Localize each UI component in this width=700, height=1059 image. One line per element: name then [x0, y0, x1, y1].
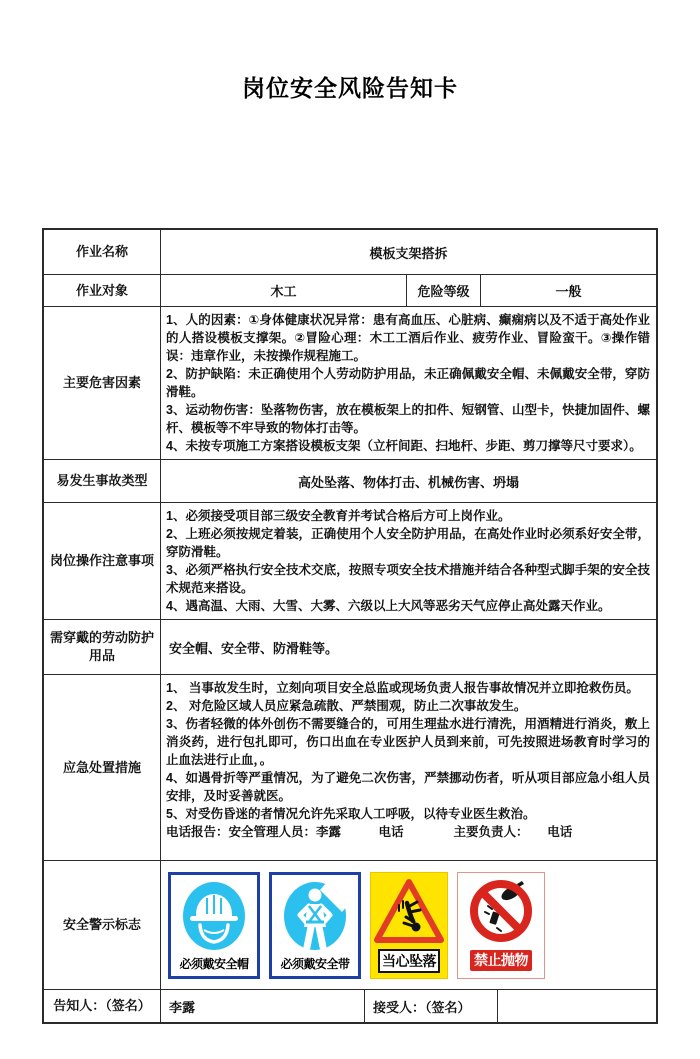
precautions-line: 4、遇高温、大雨、大雪、大雾、六级以上大风等恶劣天气应停止高处露天作业。	[166, 599, 611, 613]
emergency-line: 2、 对危险区域人员应紧急疏散、严禁围观，防止二次事故发生。	[166, 699, 527, 713]
sign-caption: 当心坠落	[378, 949, 440, 973]
page-title: 岗位安全风险告知卡	[242, 75, 458, 101]
emergency-phone-report-line: 电话报告：安全管理人员：李露 电话 主要负责人： 电话	[166, 825, 573, 839]
risk-notification-card	[42, 228, 658, 1024]
emergency-label: 应急处置措施	[62, 759, 141, 775]
risk-level-value: 一般	[480, 275, 656, 306]
ppe-label: 需穿戴的劳动防护用品	[49, 630, 154, 663]
job-object-value: 木工	[160, 275, 406, 306]
precautions-line: 2、上班必须按规定着装，正确使用个人安全防护用品，在高处作业时必须系好安全带，穿防滑鞋。	[166, 527, 650, 559]
hazards-content	[160, 307, 656, 459]
ppe-value: 安全帽、安全带、防滑鞋等。	[160, 620, 656, 674]
receiver-signature	[497, 990, 656, 1022]
emergency-line: 3、伤者轻微的体外创伤不需要缝合的，可用生理盐水进行清洗，用酒精进行消炎，敷上消炎药，进行包扎即可，伤口出血在专业医护人员到来前，可先按照进场教育时学习的止血法进行止血，。	[166, 717, 650, 767]
row-ppe	[44, 619, 656, 674]
precautions-label: 岗位操作注意事项	[49, 553, 154, 568]
helmet-icon	[174, 878, 254, 954]
job-name-label: 作业名称	[75, 244, 128, 259]
informer-label: 告知人：（签名）	[53, 998, 151, 1013]
job-name-value: 模板支架搭拆	[160, 230, 656, 274]
hazards-line: 4、未按专项施工方案搭设模板支架（立杆间距、扫地杆、步距、剪刀撑等尺寸要求）。	[166, 439, 642, 453]
safety-harness-icon	[275, 878, 355, 954]
accident-types-value: 高处坠落、物体打击、机械伤害、坍塌	[160, 460, 656, 502]
row-accident-types	[44, 459, 656, 502]
sign-caption: 必须戴安全帽	[179, 956, 249, 971]
sign-caption: 必须戴安全带	[280, 956, 350, 971]
sign-no-throwing	[457, 872, 545, 979]
hazards-line: 3、运动物伤害：坠落物伤害，放在模板架上的扣件、短钢管、山型卡，快捷加固件、螺杆、模板等不牢导致的物体打击等。	[166, 403, 650, 435]
precautions-line: 1、必须接受项目部三级安全教育并考试合格后方可上岗作业。	[166, 509, 511, 523]
risk-level-label: 危险等级	[406, 275, 480, 306]
emergency-line: 1、 当事故发生时，立刻向项目安全总监或现场负责人报告事故情况并立即抢救伤员。	[166, 681, 639, 695]
row-hazards	[44, 306, 656, 459]
hazards-line: 1、人的因素：①身体健康状况异常：患有高血压、心脏病、癫痫病以及不适于高处作业的人搭设模板支撑架。②冒险心理：木工工酒后作业、疲劳作业、冒险蛮干。③操作错误：违章作业，未按操作规程施工。	[166, 313, 650, 363]
precautions-line: 3、必须严格执行安全技术交底，按照专项安全技术措施并结合各种型式脚手架的安全技术规范来搭设。	[166, 563, 650, 595]
sign-beware-falling	[370, 872, 448, 979]
receiver-label: 接受人：（签名）	[364, 990, 497, 1022]
row-warning-signs	[44, 860, 656, 989]
emergency-line: 5、对受伤昏迷的者情况允许先采取人工呼吸，以待专业医生救治。	[166, 807, 536, 821]
emergency-line: 4、如遇骨折等严重情况，为了避免二次伤害，严禁挪动伤者，听从项目部应急小组人员安排，及时妥善就医。	[166, 771, 650, 803]
row-job-name	[44, 230, 656, 274]
falling-person-icon	[373, 877, 445, 947]
accident-types-label: 易发生事故类型	[56, 473, 148, 488]
row-emergency	[44, 674, 656, 860]
hazards-label: 主要危害因素	[62, 375, 141, 390]
sign-wear-helmet	[168, 872, 260, 979]
informer-signature: 李露	[160, 990, 364, 1022]
no-throwing-icon	[463, 876, 539, 948]
row-precautions	[44, 502, 656, 619]
emergency-content	[160, 675, 656, 860]
warning-signs-label: 安全警示标志	[62, 917, 141, 932]
row-signatures	[44, 989, 656, 1022]
job-object-label: 作业对象	[75, 282, 128, 298]
hazards-line: 2、防护缺陷：未正确使用个人劳动防护用品，未正确佩戴安全帽、未佩戴安全带，穿防滑鞋。	[166, 367, 650, 399]
warning-signs-content	[160, 861, 656, 989]
precautions-content	[160, 503, 656, 619]
row-job-object	[44, 274, 656, 306]
sign-caption: 禁止抛物	[470, 950, 532, 971]
sign-wear-harness	[269, 872, 361, 979]
